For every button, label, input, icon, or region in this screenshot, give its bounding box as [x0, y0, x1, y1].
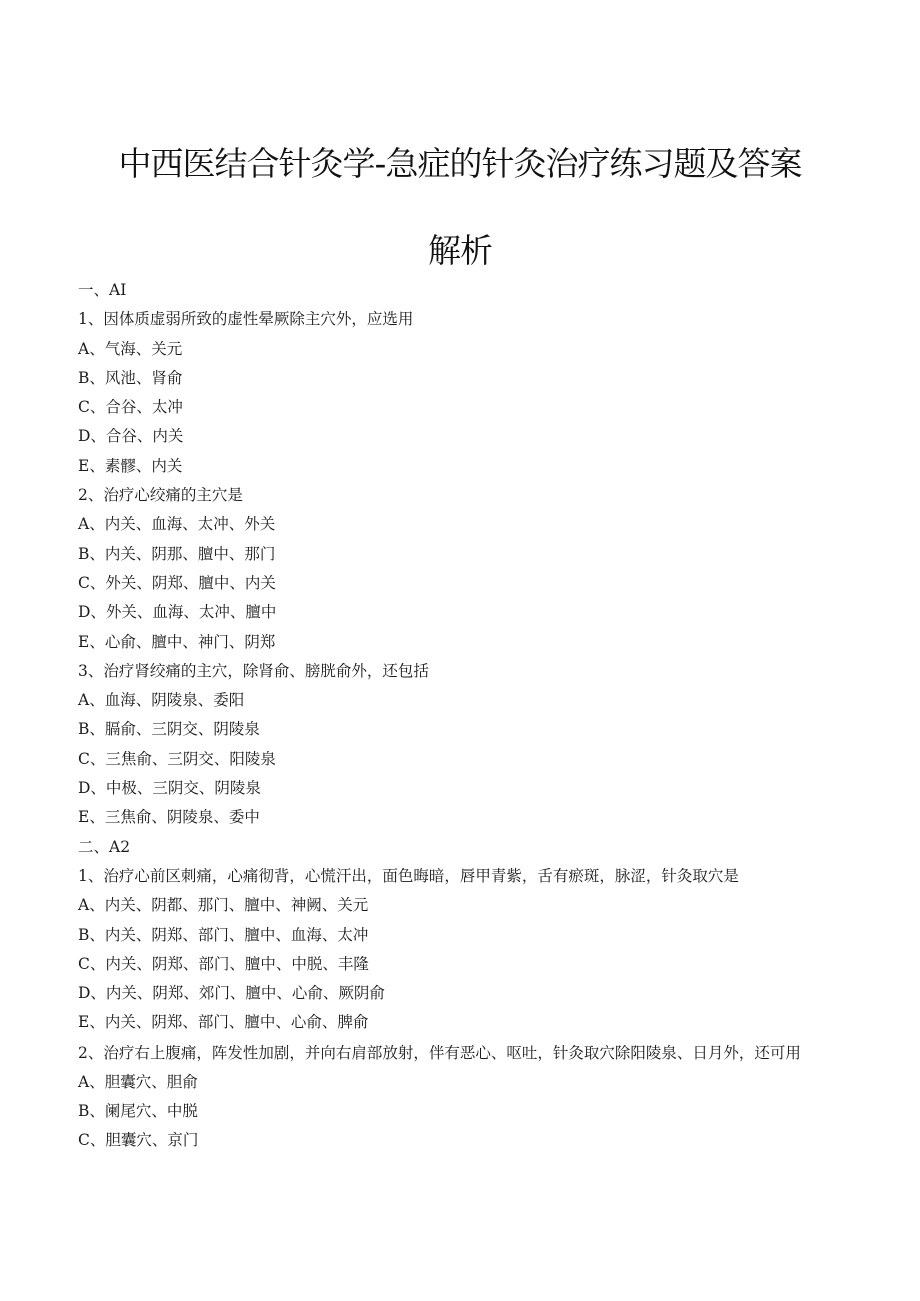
answer-option: D、中极、三阴交、阴陵泉: [78, 779, 261, 798]
answer-option: D、外关、血海、太冲、膻中: [78, 603, 277, 622]
answer-option: A、内关、阴都、那门、膻中、神阙、关元: [78, 896, 369, 915]
answer-option: C、三焦俞、三阴交、阳陵泉: [78, 749, 276, 768]
question-stem: 2、治疗心绞痛的主穴是: [78, 486, 243, 505]
answer-option: B、膈俞、三阴交、阴陵泉: [78, 720, 260, 739]
answer-option: B、风池、肾俞: [78, 368, 183, 387]
answer-option: A、血海、阴陵泉、委阳: [78, 691, 245, 710]
section-heading: 一、AI: [78, 281, 127, 299]
question-stem: 1、因体质虚弱所致的虚性晕厥除主穴外，应选用: [78, 310, 414, 329]
answer-option: B、内关、阴那、膻中、那门: [78, 544, 276, 563]
answer-option: D、合谷、内关: [78, 427, 184, 446]
answer-option: A、内关、血海、太冲、外关: [78, 515, 276, 534]
answer-option: E、素髎、内关: [78, 456, 183, 475]
question-list: [78, 276, 818, 1156]
question-stem: 3、治疗肾绞痛的主穴，除肾俞、膀胱俞外，还包括: [78, 661, 429, 680]
answer-option: A、气海、关元: [78, 339, 183, 358]
answer-option: C、外关、阴郑、膻中、内关: [78, 573, 276, 592]
answer-option: A、胆囊穴、胆俞: [78, 1072, 198, 1091]
document-title-continued: 解析: [428, 231, 492, 270]
document-title: 中西医结合针灸学-急症的针灸治疗练习题及答案: [118, 144, 802, 183]
answer-option: C、合谷、太冲: [78, 398, 183, 417]
answer-option: C、胆囊穴、京门: [78, 1131, 199, 1150]
answer-option: B、阑尾穴、中脱: [78, 1102, 198, 1121]
answer-option: D、内关、阴郑、郊门、膻中、心俞、厥阴俞: [78, 984, 385, 1003]
answer-option: E、内关、阴郑、部门、膻中、心俞、脾俞: [78, 1013, 369, 1032]
answer-option: E、心俞、膻中、神门、阴郑: [78, 632, 276, 651]
answer-option: E、三焦俞、阴陵泉、委中: [78, 808, 260, 827]
answer-option: B、内关、阴郑、部门、膻中、血海、太冲: [78, 925, 369, 944]
question-stem: 1、治疗心前区刺痛，心痛彻背，心慌汗出，面色晦暗，唇甲青紫，舌有瘀斑，脉涩，针灸取穴是: [78, 866, 739, 885]
section-heading: 二、A2: [78, 837, 131, 856]
answer-option: C、内关、阴郑、部门、膻中、中脱、丰隆: [78, 954, 369, 973]
question-stem: 2、治疗右上腹痛，阵发性加剧，并向右肩部放射，伴有恶心、呕吐，针灸取穴除阳陵泉、日月外，还可用: [78, 1043, 801, 1062]
